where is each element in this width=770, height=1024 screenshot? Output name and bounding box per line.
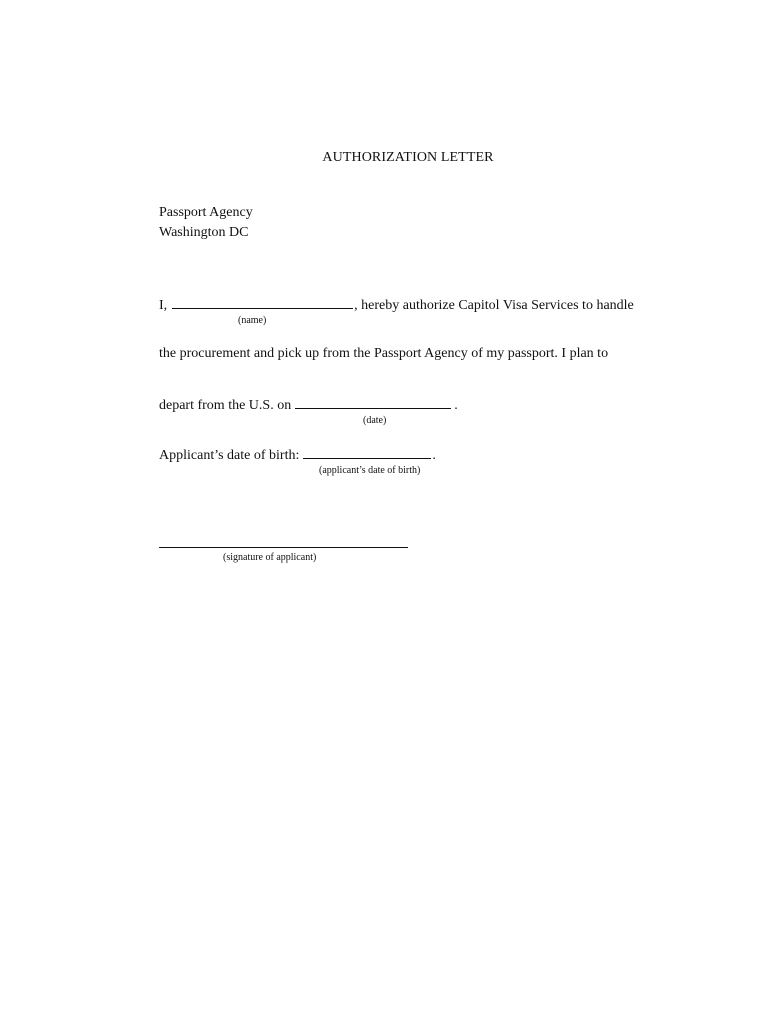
address-line-2: Washington DC: [159, 225, 249, 240]
line1-prefix: I,: [159, 298, 168, 313]
date-blank[interactable]: [295, 396, 451, 409]
address-line-1: Passport Agency: [159, 205, 253, 220]
dob-blank[interactable]: [303, 446, 431, 459]
authorization-sentence: [159, 296, 634, 314]
line3-prefix: depart from the U.S. on: [159, 398, 292, 413]
line4-prefix: Applicant’s date of birth:: [159, 448, 300, 463]
line3-suffix: .: [454, 398, 458, 413]
line1-suffix: , hereby authorize Capitol Visa Services to handle: [354, 298, 634, 313]
signature-line[interactable]: [159, 547, 408, 548]
departure-sentence: [159, 396, 458, 414]
dob-sentence: [159, 446, 436, 464]
date-hint: (date): [363, 415, 387, 426]
line4-suffix: .: [432, 448, 436, 463]
letter-title: AUTHORIZATION LETTER: [322, 150, 494, 165]
procurement-sentence: the procurement and pick up from the Passport Agency of my passport. I plan to: [159, 346, 609, 361]
name-blank[interactable]: [172, 296, 353, 309]
signature-hint: (signature of applicant): [223, 552, 317, 563]
name-hint: (name): [238, 315, 267, 326]
dob-hint: (applicant’s date of birth): [319, 465, 421, 476]
